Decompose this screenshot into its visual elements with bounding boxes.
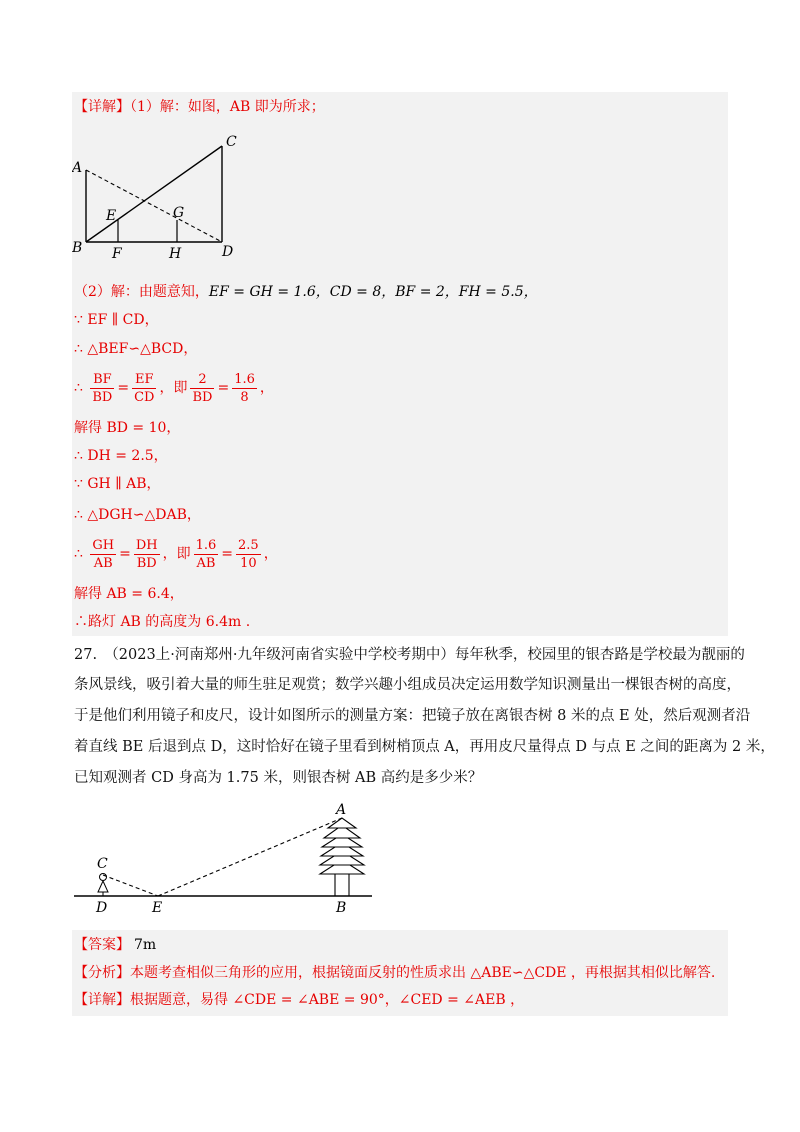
frac-num: 2 [190,371,214,389]
frac-num: 2.5 [238,537,259,553]
frac-den: AB [93,555,113,571]
step-6 [74,474,161,494]
step-9 [74,584,184,604]
part2-given: EF = GH = 1.6，CD = 8，BF = 2，FH = 5.5， [208,284,538,300]
step-8-mid: ，即 [162,546,191,562]
segment-AD-dashed [86,170,222,242]
equals: = [119,546,131,562]
question-27-line-2: 条风景线，吸引着大量的师生驻足观赏；数学兴趣小组成员决定运用数学知识测量出一棵银杏树的高度， [74,677,741,693]
frac-num: DH [135,537,158,553]
question-27-line-1: 27. （2023上·河南郑州·九年级河南省实验中学校考期中）每年秋季，校园里的银杏路是学校最为靓丽的 [74,647,745,663]
step-10-text: ∴路灯 AB 的高度为 6.4m . [74,614,251,630]
figure-1 [72,132,252,262]
detail-line-2 [74,990,524,1010]
answer-tag: 【答案】 [74,937,130,953]
step-8 [74,536,278,572]
part1-text: （1）解：如图，AB 即为所求； [130,99,325,115]
ray-CE [103,875,158,896]
step-3-end: ， [259,380,274,396]
frac-num: GH [92,537,115,553]
therefore-symbol: ∴ [74,546,83,562]
ray-EA [158,818,342,896]
frac-den: 8 [240,389,249,405]
detail-text-2: 根据题意，易得 ∠CDE = ∠ABE = 90°，∠CED = ∠AEB ， [130,992,525,1008]
label-E: E [106,208,117,224]
frac-num: 1.6 [195,537,217,553]
frac-den: AB [196,555,216,571]
detail-heading-1 [74,97,325,117]
segment-BC [86,146,222,242]
observer-head [100,874,107,881]
analysis-tag: 【分析】 [74,965,130,981]
step-4 [74,418,180,438]
label-A: A [336,802,347,818]
question-27-line-5: 已知观测者 CD 身高为 1.75 米，则银杏树 AB 高约是多少米？ [74,770,483,786]
frac-den: BD [192,389,213,405]
therefore-symbol: ∴ [74,380,83,396]
frac-num: EF [132,371,156,389]
observer-body [98,881,108,892]
detail-tag-2: 【详解】 [74,992,130,1008]
equals: = [117,380,130,396]
part2-intro: （2）解：由题意知， [74,284,209,300]
label-B: B [72,240,83,256]
detail-tag: 【详解】 [74,99,130,115]
label-C: C [97,856,108,872]
frac-num: BF [90,371,114,389]
step-5-text: ∴ DH = 2.5， [74,448,168,464]
label-G: G [173,205,185,221]
step-7-text: ∴ △DGH∽△DAB， [74,507,201,523]
label-D: D [96,900,108,916]
answer-value: 7m [134,937,157,953]
step-1 [74,310,159,330]
step-8-end: ， [263,546,278,562]
label-A: A [72,160,83,176]
part2-line [74,282,538,302]
step-4-text: 解得 BD = 10， [74,420,181,436]
step-1-text: ∵ EF ∥ CD， [74,312,159,328]
frac-den: BD [92,389,113,405]
label-B: B [336,900,347,916]
label-D: D [222,244,234,260]
equals: = [221,546,234,562]
frac-den: BD [136,555,157,571]
frac-den: CD [134,389,155,405]
step-3-mid: ，即 [159,380,188,396]
tree [320,818,364,896]
analysis-line [74,963,715,983]
frac-den: 10 [240,555,257,571]
figure-2 [72,800,382,920]
step-9-text: 解得 AB = 6.4， [74,586,184,602]
label-E: E [152,900,163,916]
step-2-text: ∴ △BEF∽△BCD， [74,341,198,357]
question-27-line-4: 着直线 BE 后退到点 D，这时恰好在镜子里看到树梢顶点 A，再用皮尺量得点 D 与点 E 之间的距离为 2 米， [74,739,775,755]
step-10 [74,612,250,632]
step-2 [74,339,197,359]
equals: = [217,380,230,396]
analysis-text: 本题考查相似三角形的应用，根据镜面反射的性质求出 △ABE∽△CDE ，再根据其相似比解答. [130,965,716,981]
step-5 [74,446,168,466]
question-27-line-3: 于是他们利用镜子和皮尺，设计如图所示的测量方案：把镜子放在离银杏树 8 米的点 E 处，然后观测者沿 [74,708,751,724]
step-6-text: ∵ GH ∥ AB， [74,476,161,492]
frac-num: 1.6 [234,371,255,387]
label-C: C [226,134,237,150]
step-7 [74,505,201,525]
step-3 [74,370,274,406]
label-F: F [112,246,122,262]
label-H: H [169,246,182,262]
answer-line [74,935,156,955]
